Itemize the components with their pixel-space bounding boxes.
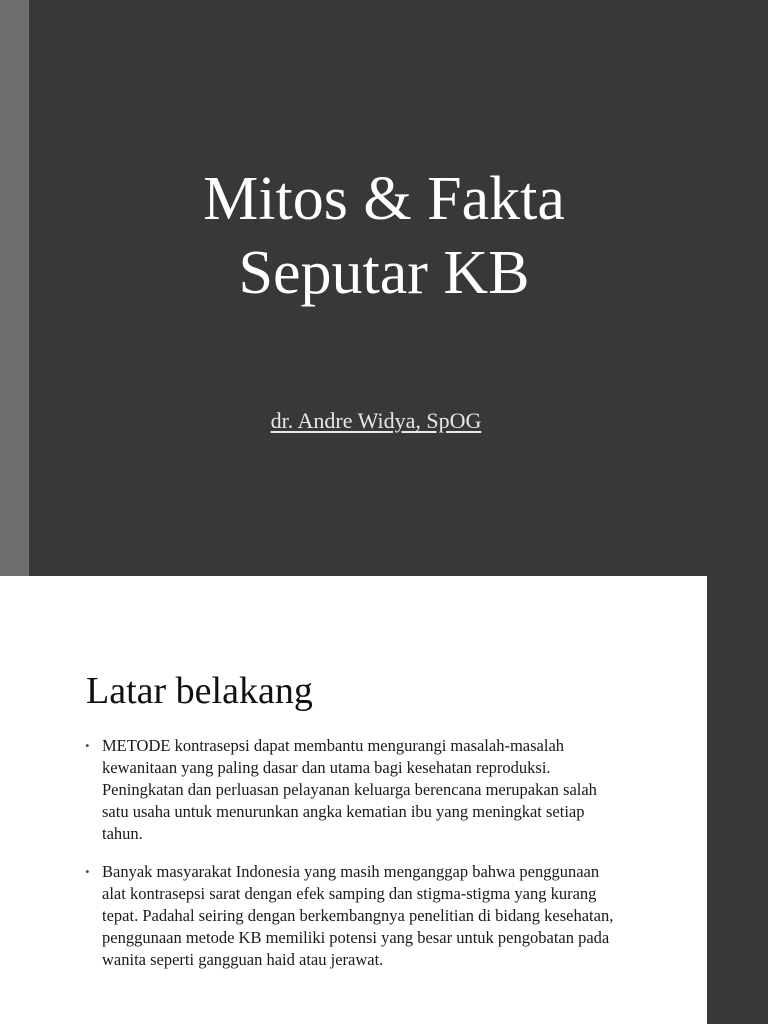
bullet-icon: • — [85, 738, 90, 753]
list-item — [85, 861, 615, 971]
list-item — [85, 735, 615, 845]
content-heading: Latar belakang — [86, 670, 313, 712]
bullet-text: METODE kontrasepsi dapat membantu mengurangi masalah-masalah kewanitaan yang paling dasar dan utama bagi kesehatan reproduksi. Peningkatan dan perluasan pelayanan keluarga berencana merupakan salah satu usaha untuk menurunkan angka kematian ibu yang meningkat setiap tahun. — [102, 736, 597, 843]
viewer-background-strip — [707, 576, 768, 1024]
slide-title-line-1: Mitos & Fakta — [203, 165, 565, 233]
slide-title-line-2: Seputar KB — [238, 239, 530, 307]
bullet-icon: • — [85, 864, 90, 879]
content-slide — [0, 576, 707, 1024]
slide-title — [0, 162, 768, 310]
bullet-text: Banyak masyarakat Indonesia yang masih menganggap bahwa penggunaan alat kontrasepsi sarat dengan efek samping dan stigma-stigma yang kurang tepat. Padahal seiring dengan berkembangnya penelitian di bidang kesehatan, penggunaan metode KB memiliki potensi yang besar untuk pengobatan pada wanita seperti gangguan haid atau jerawat. — [102, 862, 614, 969]
bullet-list — [85, 735, 615, 987]
author-link[interactable]: dr. Andre Widya, SpOG — [270, 408, 482, 433]
